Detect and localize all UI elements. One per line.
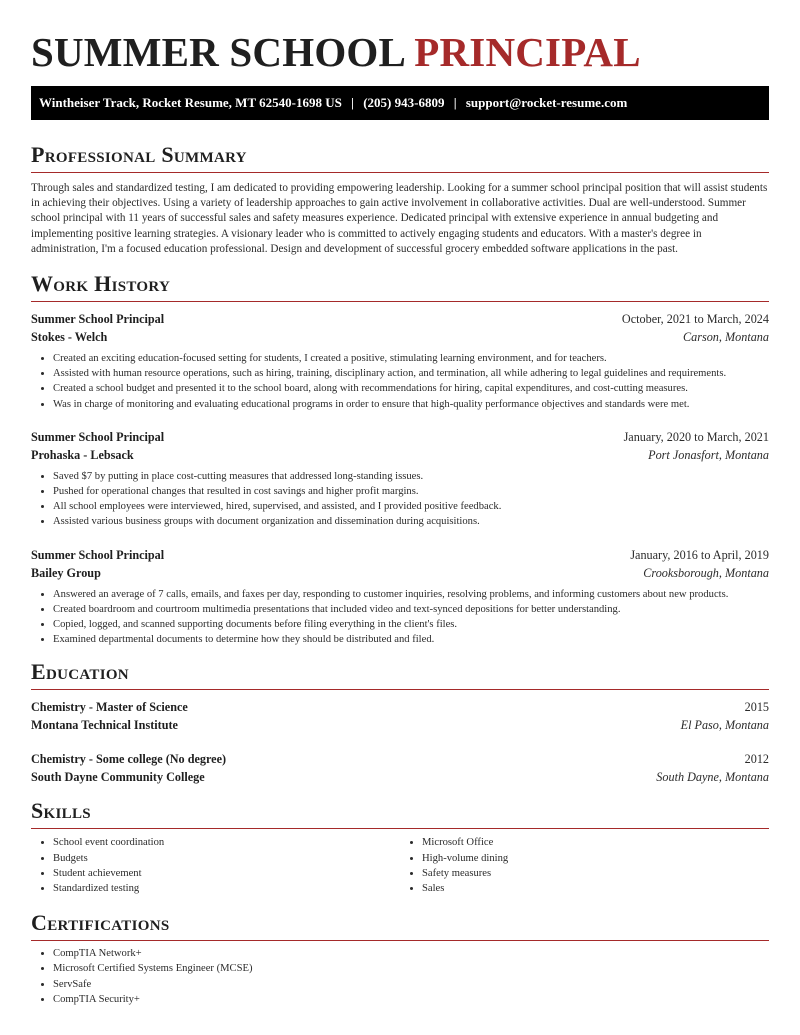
education-degree: Chemistry - Some college (No degree) — [31, 752, 227, 767]
list-item: • Created boardroom and courtroom multimedia presentations that included video and text-synced depositions for better understanding. — [53, 602, 769, 617]
contact-address: Wintheiser Track, Rocket Resume, MT 62540-1698 US — [39, 95, 342, 110]
certifications-heading: Certifications — [31, 910, 769, 941]
list-item: • Assisted various business groups with document organization and dissemination during acquisitions. — [53, 514, 769, 529]
list-item: • Assisted with human resource operations, such as hiring, training, disciplinary action, and termination, all while adhering to legal guidelines and requirements. — [53, 366, 769, 381]
list-item: • Copied, logged, and scanned supporting documents before filing everything in the client's files. — [53, 617, 769, 632]
education-school: South Dayne Community College — [31, 770, 205, 785]
name-first: SUMMER SCHOOL — [31, 29, 404, 75]
education-entry — [31, 750, 769, 786]
summary-section — [31, 142, 769, 257]
list-item: • Answered an average of 7 calls, emails, and faxes per day, responding to customer inquiries, resolving problems, and informing customers about new products. — [53, 587, 769, 602]
education-section — [31, 659, 769, 786]
resume-name — [31, 0, 769, 74]
list-item: • Microsoft Office — [422, 835, 769, 850]
list-item: • All school employees were interviewed, hired, supervised, and assisted, and I provided positive feedback. — [53, 499, 769, 514]
list-item: • High-volume dining — [422, 851, 769, 866]
contact-separator: | — [453, 95, 457, 110]
summary-text: Through sales and standardized testing, I am dedicated to providing empowering leadership. Looking for a summer school principal position that will assist students in achieving their objectives. Using a variety of leadership approaches to gain active involvement in collaborative activities. Dual are well-understood. Summer school principal with 11 years of successful sales and safety measures experience. Dedicated principal with extensive experience in annual budgeting and implementing positive learning strategies. A visionary leader who is committed to actively engaging students and educators. With a master's degree in administration, I'm a focused education professional. Design and development of successful grocery embedded software applications in the past. — [31, 182, 768, 255]
job-dates: October, 2021 to March, 2024 — [621, 312, 769, 327]
list-item: • Created an exciting education-focused setting for students, I created a positive, stimulating learning environment, and for teachers. — [53, 351, 769, 366]
list-item: • Saved $7 by putting in place cost-cutting measures that addressed long-standing issues. — [53, 469, 769, 484]
job-entry — [31, 310, 769, 412]
list-item: • Standardized testing — [53, 881, 400, 896]
list-item: • Created a school budget and presented it to the school board, along with recommendations for hiring, capital expenditures, and cost-cutting measures. — [53, 381, 769, 396]
education-location: South Dayne, Montana — [656, 770, 769, 785]
list-item: • CompTIA Network+ — [53, 946, 769, 961]
skills-column-left — [31, 835, 400, 896]
list-item: • ServSafe — [53, 977, 769, 992]
certifications-section — [31, 910, 769, 1007]
education-year: 2012 — [744, 752, 769, 767]
education-heading: Education — [31, 659, 769, 690]
education-year: 2015 — [744, 700, 769, 715]
list-item: • School event coordination — [53, 835, 400, 850]
job-location: Carson, Montana — [683, 330, 769, 345]
education-entry — [31, 698, 769, 734]
list-item: • Sales — [422, 881, 769, 896]
job-bullets — [31, 587, 769, 648]
job-dates: January, 2016 to April, 2019 — [630, 547, 769, 562]
certifications-list — [31, 946, 769, 1007]
list-item: • Pushed for operational changes that resulted in cost savings and higher profit margins. — [53, 484, 769, 499]
skills-grid — [31, 835, 769, 896]
job-role: Summer School Principal — [31, 547, 165, 562]
education-location: El Paso, Montana — [680, 718, 769, 733]
education-degree: Chemistry - Master of Science — [31, 700, 188, 715]
skills-section — [31, 798, 769, 896]
job-role: Summer School Principal — [31, 429, 165, 444]
contact-phone[interactable]: (205) 943-6809 — [363, 95, 445, 110]
list-item: • Budgets — [53, 851, 400, 866]
job-entry — [31, 428, 769, 530]
job-role: Summer School Principal — [31, 312, 165, 327]
skills-heading: Skills — [31, 798, 769, 829]
job-company: Bailey Group — [31, 565, 101, 580]
job-dates: January, 2020 to March, 2021 — [623, 429, 769, 444]
list-item: • Was in charge of monitoring and evaluating educational programs in order to ensure that high-quality performance objectives and standards were met. — [53, 397, 769, 412]
list-item: • CompTIA Security+ — [53, 992, 769, 1007]
list-item: • Safety measures — [422, 866, 769, 881]
summary-heading: Professional Summary — [31, 142, 769, 173]
contact-separator: | — [351, 95, 354, 110]
list-item: • Microsoft Certified Systems Engineer (MCSE) — [53, 961, 769, 976]
job-entry — [31, 546, 769, 648]
job-company: Prohaska - Lebsack — [31, 447, 134, 462]
contact-bar — [31, 86, 769, 120]
contact-email[interactable]: support@rocket-resume.com — [465, 95, 628, 110]
skills-column-right — [400, 835, 769, 896]
job-bullets — [31, 469, 769, 530]
job-bullets — [31, 351, 769, 412]
name-accent: PRINCIPAL — [414, 29, 641, 75]
job-location: Port Jonasfort, Montana — [648, 447, 769, 462]
education-school: Montana Technical Institute — [31, 718, 178, 733]
list-item: • Examined departmental documents to determine how they should be distributed and filed. — [53, 632, 769, 647]
work-history-section — [31, 271, 769, 647]
work-history-heading: Work History — [31, 271, 769, 302]
job-location: Crooksborough, Montana — [643, 565, 769, 580]
list-item: • Student achievement — [53, 866, 400, 881]
job-company: Stokes - Welch — [31, 330, 108, 345]
